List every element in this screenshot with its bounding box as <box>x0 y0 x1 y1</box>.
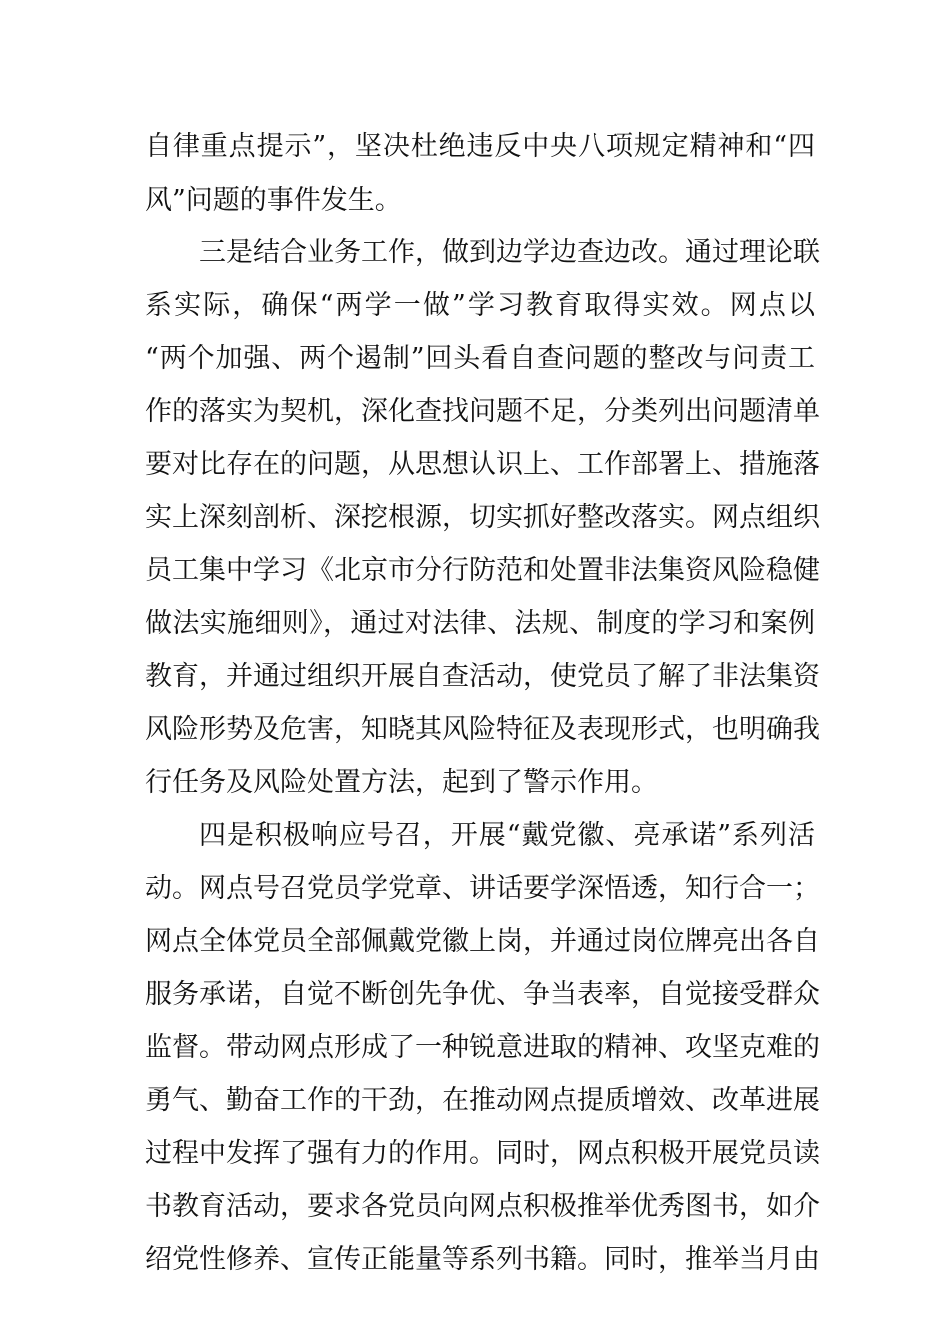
text-line: 实上深刻剖析、深挖根源，切实抓好整改落实。网点组织 <box>145 502 820 533</box>
text-line: 勇气、勤奋工作的干劲，在推动网点提质增效、改革进展 <box>145 1085 820 1116</box>
text-line: 网点全体党员全部佩戴党徽上岗，并通过岗位牌亮出各自 <box>145 926 820 957</box>
text-line: 过程中发挥了强有力的作用。同时，网点积极开展党员读 <box>145 1138 820 1169</box>
paragraph-start-line: 三是结合业务工作，做到边学边查边改。通过理论联 <box>199 237 820 268</box>
text-line: 作的落实为契机，深化查找问题不足，分类列出问题清单 <box>145 396 820 427</box>
text-line: 绍党性修养、宣传正能量等系列书籍。同时，推举当月由 <box>145 1244 820 1275</box>
text-line: 自律重点提示”，坚决杜绝违反中央八项规定精神和“四 <box>145 131 815 162</box>
text-line: 系实际，确保“两学一做”学习教育取得实效。网点以 <box>145 290 815 321</box>
paragraph-start-line: 四是积极响应号召，开展“戴党徽、亮承诺”系列活 <box>199 820 815 851</box>
text-line: 监督。带动网点形成了一种锐意进取的精神、攻坚克难的 <box>145 1032 820 1063</box>
text-line: 做法实施细则》，通过对法律、法规、制度的学习和案例 <box>145 608 815 639</box>
text-line: 服务承诺，自觉不断创先争优、争当表率，自觉接受群众 <box>145 979 820 1010</box>
text-line: “两个加强、两个遏制”回头看自查问题的整改与问责工 <box>145 343 815 374</box>
text-line: 员工集中学习《北京市分行防范和处置非法集资风险稳健 <box>145 555 820 586</box>
text-line: 要对比存在的问题，从思想认识上、工作部署上、措施落 <box>145 449 820 480</box>
text-line: 行任务及风险处置方法，起到了警示作用。 <box>145 767 658 798</box>
text-line: 风”问题的事件发生。 <box>145 185 402 216</box>
text-line: 风险形势及危害，知晓其风险特征及表现形式，也明确我 <box>145 714 820 745</box>
text-line: 动。网点号召党员学党章、讲话要学深悟透，知行合一； <box>145 873 820 904</box>
text-line: 书教育活动，要求各党员向网点积极推举优秀图书，如介 <box>145 1191 820 1222</box>
text-line: 教育，并通过组织开展自查活动，使党员了解了非法集资 <box>145 661 820 692</box>
